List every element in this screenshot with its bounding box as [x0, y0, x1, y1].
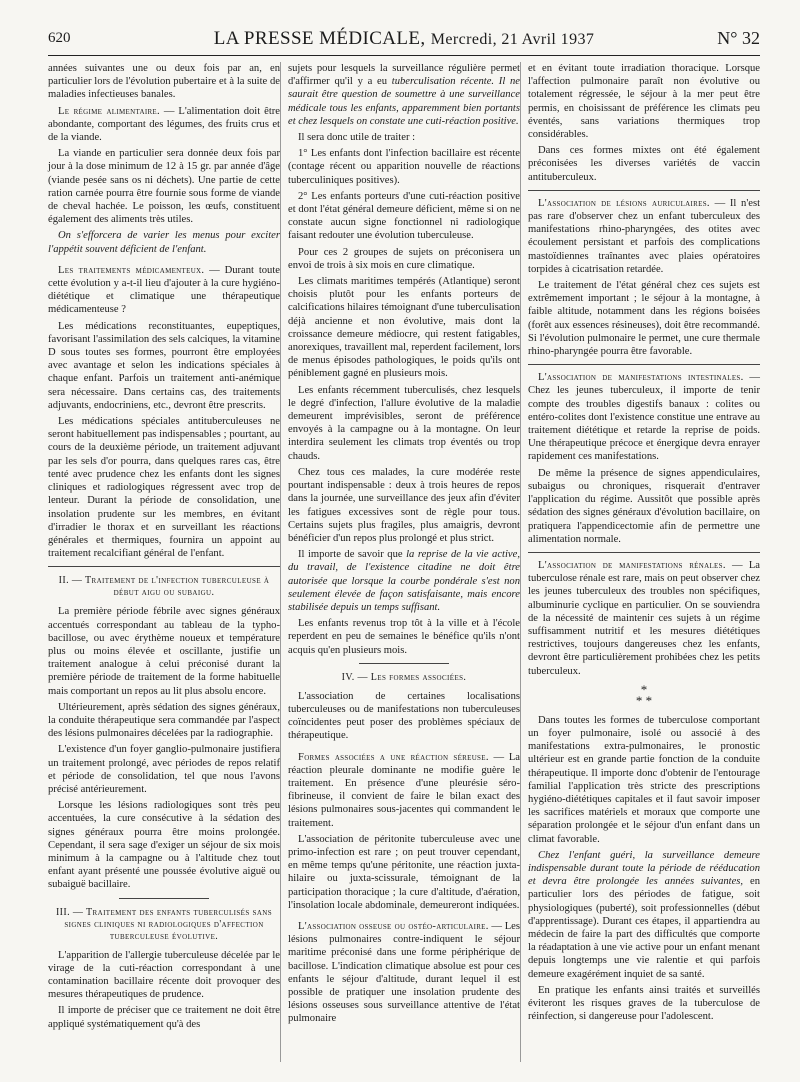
paragraph: Il sera donc utile de traiter :	[298, 132, 416, 144]
paragraph: Pour ces 2 groupes de sujets on préconisera un envoi de trois à six mois en cure climatique.	[288, 246, 520, 271]
italic-passage: la reprise de la vie active, du travail, de l'existence citadine ne doit être autorisée que lorsque la courbe pondérale s'est non seulement élevée de façon satisfaisante, mais encore stabilisée depuis un temps suffisant.	[288, 549, 520, 613]
paragraph: Le traitement de l'état général chez ces sujets est extrêmement important ; le séjour à la montagne, à faible altitude, notamment dans les régions boisées (forêt aux essences résineuses), doit être recommandé. Si l'évolution pulmonaire le permet, une cure thermale rhino-pharyngée pourra être favorable.	[528, 280, 760, 358]
paragraph: L'association de certaines localisations tuberculeuses ou de manifestations non tuberculeuses coïncidentes peut poser des problèmes spéciaux de thérapeutique.	[288, 690, 520, 742]
journal-title: LA PRESSE MÉDICALE,	[213, 28, 426, 49]
section-label: Le régime alimentaire.	[58, 105, 160, 117]
paragraph: L'association osseuse ou ostéo-articulaire. — Les lésions pulmonaires contre-indiquent le séjour maritime préconisé dans une forme périphérique de bacillose. L'indication climatique absolue est pour ces enfants le séjour d'altitude, durant lequel il est possible de pratiquer une insolation prudente des lésions osseuses sous surveillance attentive de l'état pulmonaire	[288, 920, 520, 1025]
paragraph: La viande en particulier sera donnée deux fois par jour à la dose minimum de 12 à 15 gr. par année d'âge (viande pesée sans os ni déchets). Une partie de cette ration carnée pourra être fournie sous forme de viande de cheval hachée. Le poisson, les œufs, constituent également des aliments très utiles.	[48, 148, 280, 226]
paragraph: et en évitant toute irradiation thoracique. Lorsque l'affection pulmonaire paraît non évolutive ou totalement régressée, le séjour à la mer peut être permis, en choisissant de préférence les climats peu éventés, sans variations thermiques trop considérables.	[528, 63, 760, 141]
paragraph: En pratique les enfants ainsi traités et surveillés éviteront les risques graves de la tuberculose de réinfection, si dangereuse pour l'adolescent.	[528, 984, 760, 1023]
italic-passage: tuberculisation récente. Il ne saurait être question de soumettre à une surveillance médicale tous les enfants, apparemment bien portants et chez lesquels on constate une cuti-réaction positive.	[288, 76, 520, 127]
paragraph: L'association de manifestations rénales. — La tuberculose rénale est rare, mais on peut observer chez les jeunes tuberculeux des troubles non spécifiques, albuminurie cyclique en particulier. On se souviendra de la nécessité de maintenir ces sujets à un régime suffisamment nutritif et les mesures diététiques restrictives, toujours dangereuses chez les enfants, devront être particulièrement prohibées chez les petits tuberculeux.	[528, 559, 760, 677]
journal-title-line	[48, 28, 760, 50]
paragraph: Les traitements médicamenteux. — Durant toute cette évolution y a-t-il lieu d'ajouter à la cure hygiéno-diététique et climatique une thérapeutique médicamenteuse ?	[48, 264, 280, 316]
paragraph: Les enfants revenus trop tôt à la ville et à l'école reperdent en peu de semaines le bénéfice qu'ils n'ont acquis qu'en plusieurs mois.	[288, 618, 520, 656]
section-label: Formes associées a une réaction séreuse.	[298, 751, 489, 763]
paragraph: Lorsque les lésions radiologiques sont très peu accentuées, la cure consécutive à la sédation des signes généraux pourra être moins prolongée. Cependant, il sera sage d'exiger un séjour de six mois minimum à la campagne ou à l'altitude chez tout enfant ayant présenté une poussée évolutive aiguë ou subaiguë bacillaire.	[48, 800, 280, 891]
asterism: * * *	[635, 681, 653, 708]
paragraph: Il importe de savoir que la reprise de la vie active, du travail, de l'existence citadine ne doit être autorisée que lorsque la courbe pondérale s'est non seulement élevée de façon satisfaisante, mais encore stabilisée depuis un temps suffisant.	[288, 549, 520, 613]
paragraph: Ultérieurement, après sédation des signes généraux, la conduite thérapeutique sera commandée par l'aspect des lésions pulmonaires décelées par la radiographie.	[48, 701, 280, 740]
column-divider	[520, 62, 521, 1062]
paragraph: Les médications reconstituantes, eupeptiques, favorisant l'assimilation des sels calciques, la vitamine D sous toutes ses formes, pourront être employées avec avantage et selon les indications spéciales à chaque enfant. Parfois un traitement anti-anémique sera nécessaire. Dans certains cas, des traitements adjuvants, endocriniens, etc., devront être prescrits.	[48, 320, 280, 411]
paragraph: L'apparition de l'allergie tuberculeuse décelée par le virage de la cuti-réaction correspondant à une contamination bacillaire récente doit provoquer des mesures thérapeutiques de prudence.	[48, 949, 280, 1001]
paragraph: Chez tous ces malades, la cure modérée reste pourtant indispensable : deux à trois heures de repos dans la journée, une surveillance des jeux afin d'éviter les fatigues excessives sont de règle pour tous. Certains sujets plus fragiles, plus amaigris, devront bénéficier d'un repos plus prolongé et plus strict.	[288, 466, 520, 544]
paragraph: Chez l'enfant guéri, la surveillance demeure indispensable durant toute la période de rééducation et devra être prolongée les années suivantes, en particulier lors des périodes de fatigue, soit physiologiques (puberté), soit professionnelles (début d'apprentissage). Durant ces étapes, il appartiendra au médecin de faire la part des difficultés que comporte la réadaptation à une vie active pour un enfant menant depuis longtemps une vie ralentie et qui parfois demeure exagérément inquiet de sa santé.	[528, 849, 760, 980]
paragraph: Formes associées a une réaction séreuse. — La réaction pleurale dominante ne modifie guère le traitement. En présence d'une pleurésie séro-fibrineuse, il convient de faire le bilan exact des lésions pulmonaires sous-jacentes qui commandent le traitement.	[288, 751, 520, 829]
paragraph: On s'efforcera de varier les menus pour exciter l'appétit souvent déficient de l'enfant.	[48, 230, 280, 255]
paragraph: L'existence d'un foyer ganglio-pulmonaire justifiera un traitement prolongé, avec périodes de repos relatif et période de consolidation, tel que nous l'avons précisé antérieurement.	[48, 744, 280, 795]
column-2	[288, 62, 520, 1029]
paragraph: Il importe de préciser que ce traitement ne doit être appliqué systématiquement qu'à des	[48, 1005, 280, 1030]
section-heading: IV. — Les formes associées.	[341, 671, 467, 683]
section-rule	[528, 190, 760, 191]
section-rule	[359, 663, 449, 664]
header-rule	[48, 55, 760, 56]
page-header	[48, 28, 760, 54]
issue-number: N° 32	[717, 28, 760, 48]
italic-passage: Chez l'enfant guéri, la surveillance demeure indispensable durant toute la période de rééducation et devra être prolongée les années suivantes,	[528, 849, 760, 888]
section-label: L'association de manifestations intestinales.	[538, 372, 744, 384]
column-1	[48, 62, 280, 1034]
paragraph: Le régime alimentaire. — L'alimentation doit être abondante, comportant des légumes, des fruits crus et de la viande.	[48, 105, 280, 144]
paragraph: La première période fébrile avec signes généraux accentués correspondant au tableau de la typho-bacillose, ou avec érythème noueux et température plus ou moins élevée et oscillante, justifie un traitement analogue à celui préconisé durant la première période de traitement de la forme habituelle mais comportant un repos au lit plus absolu encore.	[48, 606, 280, 697]
section-label: L'association de lésions auriculaires.	[538, 197, 710, 209]
paragraph: 2° Les enfants porteurs d'une cuti-réaction positive et dont l'état général demeure déficient, même si on ne constate aucun signe fonctionnel ni radiologique faisant redouter une évolution tuberculeuse.	[288, 190, 520, 242]
paragraph: L'association de lésions auriculaires. — Il n'est pas rare d'observer chez un enfant tuberculeux des manifestations rhino-pharyngées, des otites avec écoulement persistant et parfois des complications mastoïdiennes traînantes avec plaies opératoires torpides à cicatrisation retardée.	[528, 197, 761, 275]
section-label: Les traitements médicamenteux.	[58, 264, 205, 276]
paragraph: Les enfants récemment tuberculisés, chez lesquels le degré d'infection, l'allure évolutive de la maladie demeurent imprévisibles, seront de préférence envoyés à la campagne ou à la montagne. On leur interdira seulement les climats trop éventés ou trop chauds.	[288, 384, 520, 462]
paragraph: De même la présence de signes appendiculaires, subaigus ou chroniques, risquerait d'entraver l'application du régime. Aussitôt que possible après sédation des signes généraux d'évolution bacillaire, on pratiquera l'appendicectomie afin de permettre une alimentation normale.	[528, 467, 760, 545]
section-heading: III. — Traitement des enfants tuberculisés sans signes cliniques ni radiologiques d'affection tuberculeuse évolutive.	[55, 906, 273, 942]
section-rule	[528, 364, 760, 365]
paragraph: Dans ces formes mixtes ont été également préconisées les diverses variétés de vaccin antituberculeux.	[528, 145, 760, 183]
paragraph: L'association de péritonite tuberculeuse avec une primo-infection est rare ; on peut trouver cependant, en même temps qu'une péritonite, une réaction juxta-hilaire ou juxta-scissurale, témoignant de la participation thoracique ; la cure d'altitude, d'aération, l'insolation locale abdominale, demeureront indiquées.	[288, 833, 520, 911]
paragraph: L'association de manifestations intestinales. — Chez les jeunes tuberculeux, il importe de tenir compte des troubles digestifs banaux : colites ou entéro-colites dont l'existence constitue une entrave au traitement diététique et retarde la reprise de poids. Une thérapeutique précoce et énergique devra enrayer rapidement ces manifestations.	[528, 372, 760, 463]
paragraph: Dans toutes les formes de tuberculose comportant un foyer pulmonaire, isolé ou associé à des manifestations extra-pulmonaires, le pronostic ultérieur est en grande partie fonction de la conduite thérapeutique. Il importe donc d'obtenir de l'entourage familial l'application très stricte des prescriptions hygiéno-diététiques capitales et il faut savoir imposer les sacrifices matériels et moraux que comporte une séparation prolongée et le séjour d'un enfant dans un climat favorable.	[528, 714, 760, 845]
section-label: L'association de manifestations rénales.	[538, 559, 726, 571]
column-3	[528, 62, 760, 1026]
column-divider	[280, 62, 281, 1062]
section-label: L'association osseuse ou ostéo-articulaire.	[298, 920, 489, 932]
section-rule	[528, 552, 760, 553]
paragraph: années suivantes une ou deux fois par an, en particulier lors de l'évolution pubertaire et à la suite de maladies infectieuses banales.	[48, 63, 280, 101]
paragraph: sujets pour lesquels la surveillance régulière permet d'affirmer qu'il y a eu tuberculisation récente. Il ne saurait être question de soumettre à une surveillance médicale tous les enfants, apparemment bien portants et chez lesquels on constate une cuti-réaction positive.	[288, 63, 520, 127]
paragraph: 1° Les enfants dont l'infection bacillaire est récente (contage récent ou apparition nouvelle de réactions tuberculiniques positives).	[288, 148, 520, 186]
section-heading: II. — Traitement de l'infection tuberculeuse à début aigu ou subaigu.	[58, 575, 270, 599]
paragraph: Les médications spéciales antituberculeuses ne seront habituellement pas indispensables ; pourtant, au cours de la deuxième période, un traitement adjuvant par les sels d'or pourra, dans quelques rares cas, être tenté avec prudence chez les enfants dont les signes cliniques et radiologiques régressent avec trop de lenteur. Durant la période de consolidation, une insolation prudente sur les membres, en évitant d'irradier le thorax et en surveillant les réactions générales et thermiques, fournira un appoint au traitement recalcifiant général de l'enfant.	[48, 416, 280, 560]
issue-date: Mercredi, 21 Avril 1937	[430, 31, 595, 48]
section-rule	[119, 898, 209, 899]
section-rule	[48, 566, 280, 567]
page-number: 620	[48, 30, 71, 46]
paragraph: Les climats maritimes tempérés (Atlantique) seront choisis plutôt pour les enfants porteurs de calcifications hilaires témoignant d'une tuberculisation déjà ancienne et non évolutive, mais dont la croissance demeure médiocre, qui restent fatigables, anorexiques, travaillent mal, reperdent facilement, lors de menus épisodes pathologiques, le poids qu'ils ont péniblement gagné en plusieurs mois.	[288, 276, 520, 380]
